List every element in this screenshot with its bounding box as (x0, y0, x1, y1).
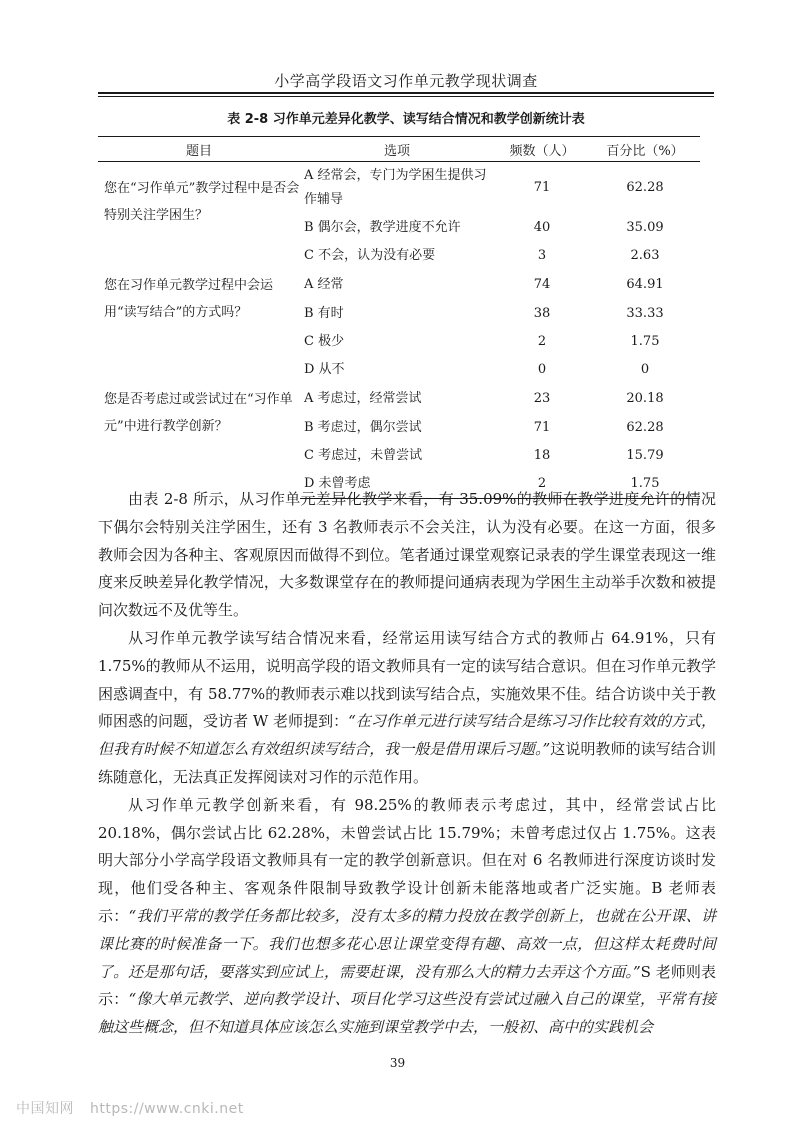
frequency-cell: 23 (533, 390, 551, 406)
option-cell: C 考虑过，未曾尝试 (304, 448, 423, 463)
frequency-cell: 40 (533, 220, 551, 235)
frequency-cell: 0 (537, 362, 547, 377)
percent-cell: 1.75 (630, 334, 660, 349)
frequency-cell: 74 (533, 276, 551, 292)
page-number: 39 (389, 1056, 406, 1070)
running-header: 小学高学段语文习作单元教学现状调查 (274, 72, 538, 90)
column-header-question: 题目 (98, 137, 300, 162)
table-header-row (98, 137, 700, 162)
question-cell: 您在习作单元教学过程中会运用“读写结合”的方式吗？ (104, 278, 274, 320)
body-paragraph (98, 792, 716, 1042)
percent-cell: 1.75 (590, 470, 700, 499)
option-cell: A 经常 (304, 276, 344, 292)
header-rule-thin (98, 96, 714, 97)
percent-cell: 33.33 (626, 305, 664, 321)
interview-quote: “像大单元教学、逆向教学设计、项目化学习这些没有尝试过融入自己的课堂，平常有接触这些概念，但不知道具体应该怎么实施到课堂教学中去，一般初、高中的实践机会 (98, 990, 716, 1037)
body-paragraph (98, 625, 716, 792)
table-row (98, 384, 700, 413)
question-cell-empty (98, 242, 300, 270)
option-cell: A 经常会，专门为学困生提供习作辅导 (304, 168, 487, 207)
question-cell: 您在“习作单元”教学过程中是否会特别关注学困生？ (104, 181, 300, 223)
column-header-frequency: 频数（人） (494, 137, 590, 162)
percent-cell: 2.63 (630, 248, 660, 263)
frequency-cell: 18 (533, 448, 551, 463)
percent-cell: 35.09 (626, 220, 664, 235)
frequency-cell: 3 (537, 248, 547, 263)
paragraph-text: 从习作单元教学读写结合情况来看，经常运用读写结合方式的教师占 64.91%，只有 1.75%的教师从不运用，说明高学段的语文教师具有一定的读写结合意识。但在习作单元教学困惑调查中，有 58.77%的教师表示难以找到读写结合点，实施效果不佳。结合访谈中关于教师困惑的问题，受访者 W 老师提到： (98, 628, 716, 731)
interview-quote: “我们平常的教学任务都比较多，没有太多的精力投放在教学创新上，也就在公开课、讲课比赛的时候准备一下。我们也想多花心思让课堂变得有趣、高效一点，但这样太耗费时间了。还是那句话，要落实到应试上，需要赶课，没有那么大的精力去弄这个方面。” (98, 906, 716, 981)
option-cell: C 不会，认为没有必要 (304, 248, 436, 263)
column-header-percent: 百分比（%） (590, 137, 700, 162)
question-cell-empty (98, 328, 300, 384)
percent-cell: 20.18 (626, 390, 664, 406)
option-cell: B 考虑过，偶尔尝试 (304, 419, 422, 435)
interview-quote: “在习作单元进行读写结合是练习习作比较有效的方式，但我有时候不知道怎么有效组织读写结合，我一般是借用课后习题。” (98, 712, 716, 759)
watermark (16, 1098, 244, 1118)
paragraph-text: S 老师则表示： (98, 962, 716, 1009)
frequency-cell: 71 (533, 180, 551, 195)
watermark-brand: 中国知网 (16, 1101, 74, 1117)
frequency-cell: 71 (533, 419, 551, 435)
paragraph-text: 由表 2-8 所示，从习作单元差异化教学来看，有 35.09%的教师在教学进度允许的情况下偶尔会特别关注学困生，还有 3 名教师表示不会关注，认为没有必要。在这一方面，很多教师会因为各种主、客观原因而做得不到位。笔者通过课堂观察记录表的学生课堂表现这一维度来反映差异化教学情况，大多数课堂存在的教师提问通病表现为学困生主动举手次数和被提问次数远不及优等生。 (98, 490, 716, 620)
option-cell: D 从不 (304, 362, 345, 377)
frequency-cell: 38 (533, 305, 551, 321)
question-cell: 您是否考虑过或尝试过在“习作单元”中进行教学创新？ (104, 392, 293, 434)
table-caption: 表 2-8 习作单元差异化教学、读写结合情况和教学创新统计表 (227, 112, 585, 127)
paragraph-text: 这说明教师的读写结合训练随意化，无法真正发挥阅读对习作的示范作用。 (98, 740, 716, 786)
option-cell: B 偶尔会，教学进度不允许 (304, 220, 461, 235)
table-row (98, 162, 700, 215)
option-cell: C 极少 (304, 334, 345, 349)
percent-cell: 0 (640, 362, 650, 377)
watermark-url: https://www.cnki.net (90, 1101, 244, 1117)
header-rule-thick (98, 92, 714, 94)
percent-cell: 64.91 (626, 276, 664, 292)
statistics-table (98, 136, 700, 499)
percent-cell: 15.79 (626, 448, 664, 463)
table-row (98, 242, 700, 270)
paragraph-text: 从习作单元教学创新来看，有 98.25%的教师表示考虑过，其中，经常尝试占比 20.18%，偶尔尝试占比 62.28%，未曾尝试占比 15.79%；未曾考虑过仅占 1.75%。这表明大部分小学高学段语文教师具有一定的教学创新意识。但在对 6 名教师进行深度访谈时发现，他们受各种主、客观条件限制导致教学设计创新未能落地或者广泛实施。B 老师表示： (98, 795, 716, 925)
table-row (98, 270, 700, 299)
body-paragraph (98, 486, 716, 625)
option-cell: B 有时 (304, 305, 344, 321)
frequency-cell: 2 (494, 470, 590, 499)
percent-cell: 62.28 (626, 419, 664, 435)
table-body (98, 162, 700, 499)
option-cell: D 未曾考虑 (300, 470, 494, 499)
body-text (98, 486, 716, 1042)
table-row (98, 328, 700, 356)
column-header-option: 选项 (300, 137, 494, 162)
option-cell: A 考虑过，经常尝试 (304, 390, 422, 406)
frequency-cell: 2 (537, 334, 547, 349)
percent-cell: 62.28 (626, 180, 664, 195)
table-row (98, 442, 700, 470)
